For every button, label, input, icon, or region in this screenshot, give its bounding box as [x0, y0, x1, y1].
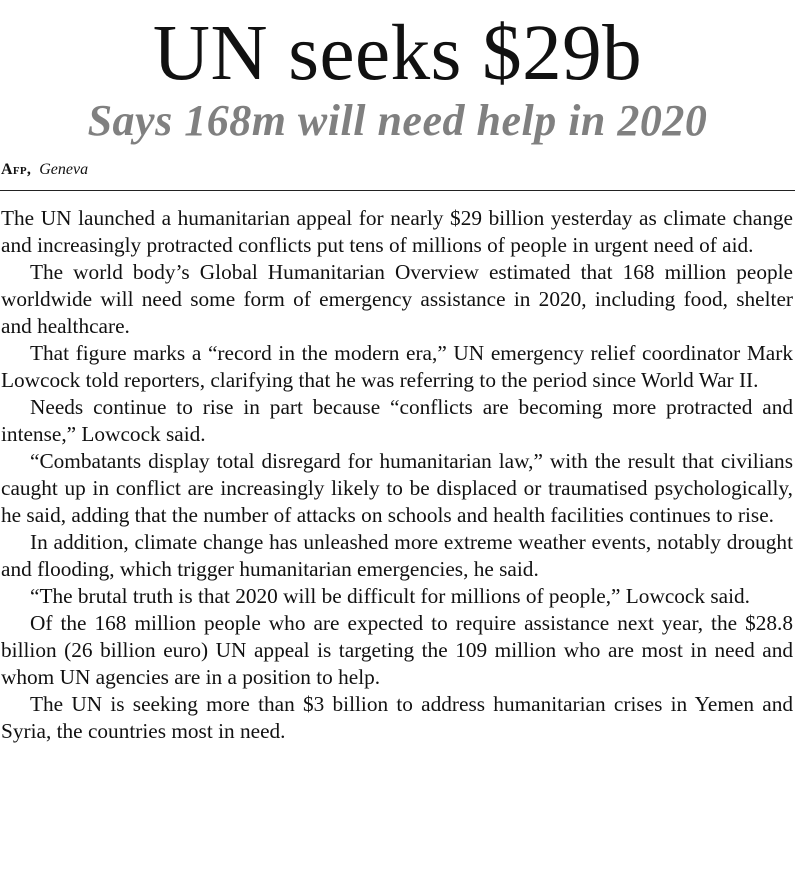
paragraph: Of the 168 million people who are expected to require assistance next year, the $28.8 billion (26 billion euro) UN appeal is targeting the 109 million who are most in need and whom UN agencies are in a position to help.: [1, 611, 793, 689]
byline: [1, 160, 88, 180]
header-divider: [0, 190, 795, 191]
paragraph: “The brutal truth is that 2020 will be difficult for millions of people,” Lowcock said.: [30, 584, 750, 608]
paragraph: The UN is seeking more than $3 billion to address humanitarian crises in Yemen and Syria, the countries most in need.: [1, 692, 793, 743]
subheadline: Says 168m will need help in 2020: [87, 96, 708, 145]
paragraph: Needs continue to rise in part because “conflicts are becoming more protracted and intense,” Lowcock said.: [1, 395, 793, 446]
paragraph: That figure marks a “record in the modern era,” UN emergency relief coordinator Mark Lowcock told reporters, clarifying that he was referring to the period since World War II.: [1, 341, 793, 392]
paragraph: The world body’s Global Humanitarian Overview estimated that 168 million people worldwide will need some form of emergency assistance in 2020, including food, shelter and healthcare.: [1, 260, 793, 338]
paragraph: “Combatants display total disregard for humanitarian law,” with the result that civilians caught up in conflict are increasingly likely to be displaced or traumatised psychologically, he said, adding that the number of attacks on schools and health facilities continues to rise.: [1, 449, 793, 527]
paragraph: The UN launched a humanitarian appeal for nearly $29 billion yesterday as climate change and increasingly protracted conflicts put tens of millions of people in urgent need of aid.: [1, 206, 793, 257]
byline-place: Geneva: [39, 161, 89, 178]
article-body: [1, 205, 793, 745]
byline-agency: Afp,: [1, 161, 32, 178]
headline: UN seeks $29b: [152, 10, 643, 97]
paragraph: In addition, climate change has unleashed more extreme weather events, notably drought and flooding, which trigger humanitarian emergencies, he said.: [1, 530, 793, 581]
